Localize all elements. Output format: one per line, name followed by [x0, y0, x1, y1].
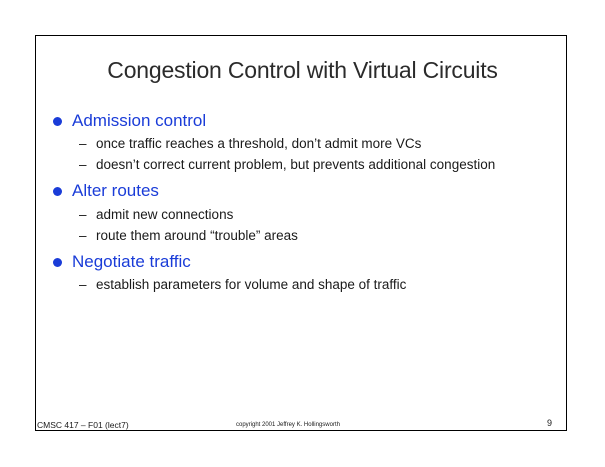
footer-page-number: 9 [547, 418, 553, 428]
dash-icon: – [79, 207, 87, 222]
slide-title: Congestion Control with Virtual Circuits [107, 57, 498, 83]
dash-icon: – [79, 228, 87, 243]
footer-copyright: copyright 2001 Jeffrey K. Hollingsworth [236, 422, 340, 428]
bullet-dot-icon [53, 117, 62, 126]
sub-item-text: doesn’t correct current problem, but prevents additional congestion [96, 157, 496, 172]
bullet-label: Admission control [72, 111, 207, 130]
dash-icon: – [79, 136, 87, 151]
sub-item-text: establish parameters for volume and shape of traffic [96, 277, 407, 292]
sub-item-text: route them around “trouble” areas [96, 228, 298, 243]
bullet-dot-icon [53, 187, 62, 196]
bullet-label: Alter routes [72, 181, 159, 200]
sub-item-text: admit new connections [96, 207, 234, 222]
dash-icon: – [79, 157, 87, 172]
bullet-dot-icon [53, 258, 62, 267]
bullet-label: Negotiate traffic [72, 252, 191, 271]
dash-icon: – [79, 277, 87, 292]
sub-item-text: once traffic reaches a threshold, don’t admit more VCs [96, 136, 422, 151]
footer-course: CMSC 417 – F01 (lect7) [37, 420, 129, 430]
